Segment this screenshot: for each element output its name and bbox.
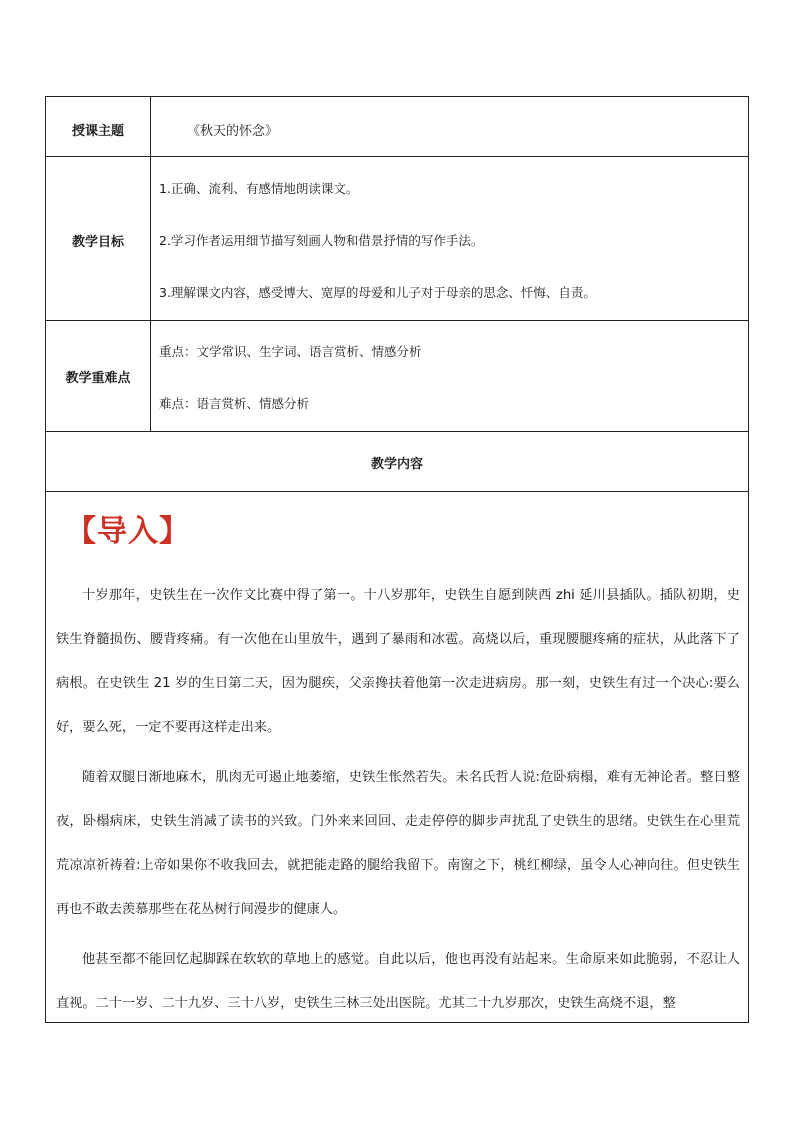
content-section-title: 教学内容 (370, 457, 423, 472)
objective-item: 1.正确、流利、有感情地朗读课文。 (159, 181, 359, 196)
lesson-plan-table (45, 96, 749, 1023)
topic-value: 《秋天的怀念》 (187, 124, 279, 139)
content-body (46, 492, 750, 1022)
topic-label: 授课主题 (71, 124, 124, 139)
objective-item: 2.学习作者运用细节描写刻画人物和借景抒情的写作手法。 (159, 233, 484, 248)
key-points-label: 教学重难点 (65, 371, 131, 386)
row-divider (46, 156, 748, 157)
key-point-item: 难点：语言赏析、情感分析 (159, 396, 310, 411)
intro-heading: 【导入】 (66, 514, 190, 549)
intro-paragraph: 他甚至都不能回忆起脚踩在软软的草地上的感觉。自此以后，他也再没有站起来。生命原来如此脆弱，不忍让人直视。二十一岁、二十九岁、三十八岁，史铁生三林三处出医院。尤其二十九岁那次，史铁生高烧不退，整 (56, 952, 740, 1011)
intro-paragraph: 十岁那年，史铁生在一次作文比赛中得了第一。十八岁那年，史铁生自愿到陕西 zhi 延川县插队。插队初期，史铁生脊髓损伤、腰背疼痛。有一次他在山里放牛，遇到了暴雨和冰雹。高烧以后，重现腰腿疼痛的症状，从此落下了病根。在史铁生 21 岁的生日第二天，因为腿疾，父亲搀扶着他第一次走进病房。那一刻，史铁生有过一个决心:要么好，要么死，一定不要再这样走出来。 (56, 588, 740, 735)
intro-paragraph: 随着双腿日渐地麻木，肌肉无可遏止地萎缩，史铁生怅然若失。未名氏哲人说:危卧病榻，难有无神论者。整日整夜，卧榻病床，史铁生消减了读书的兴致。门外来来回回、走走停停的脚步声扰乱了史铁生的思绪。史铁生在心里荒荒凉凉祈祷着:上帝如果你不收我回去，就把能走路的腿给我留下。南窗之下，桃红柳绿，虽令人心神向往。但史铁生再也不敢去羡慕那些在花丛树行间漫步的健康人。 (56, 770, 740, 917)
objectives-label: 教学目标 (71, 235, 124, 250)
objective-item: 3.理解课文内容，感受博大、宽厚的母爱和儿子对于母亲的思念、忏悔、自责。 (159, 285, 596, 300)
row-divider (46, 431, 748, 432)
row-divider (46, 320, 748, 321)
column-divider (150, 97, 151, 431)
key-point-item: 重点：文学常识、生字词、语言赏析、情感分析 (159, 344, 422, 359)
